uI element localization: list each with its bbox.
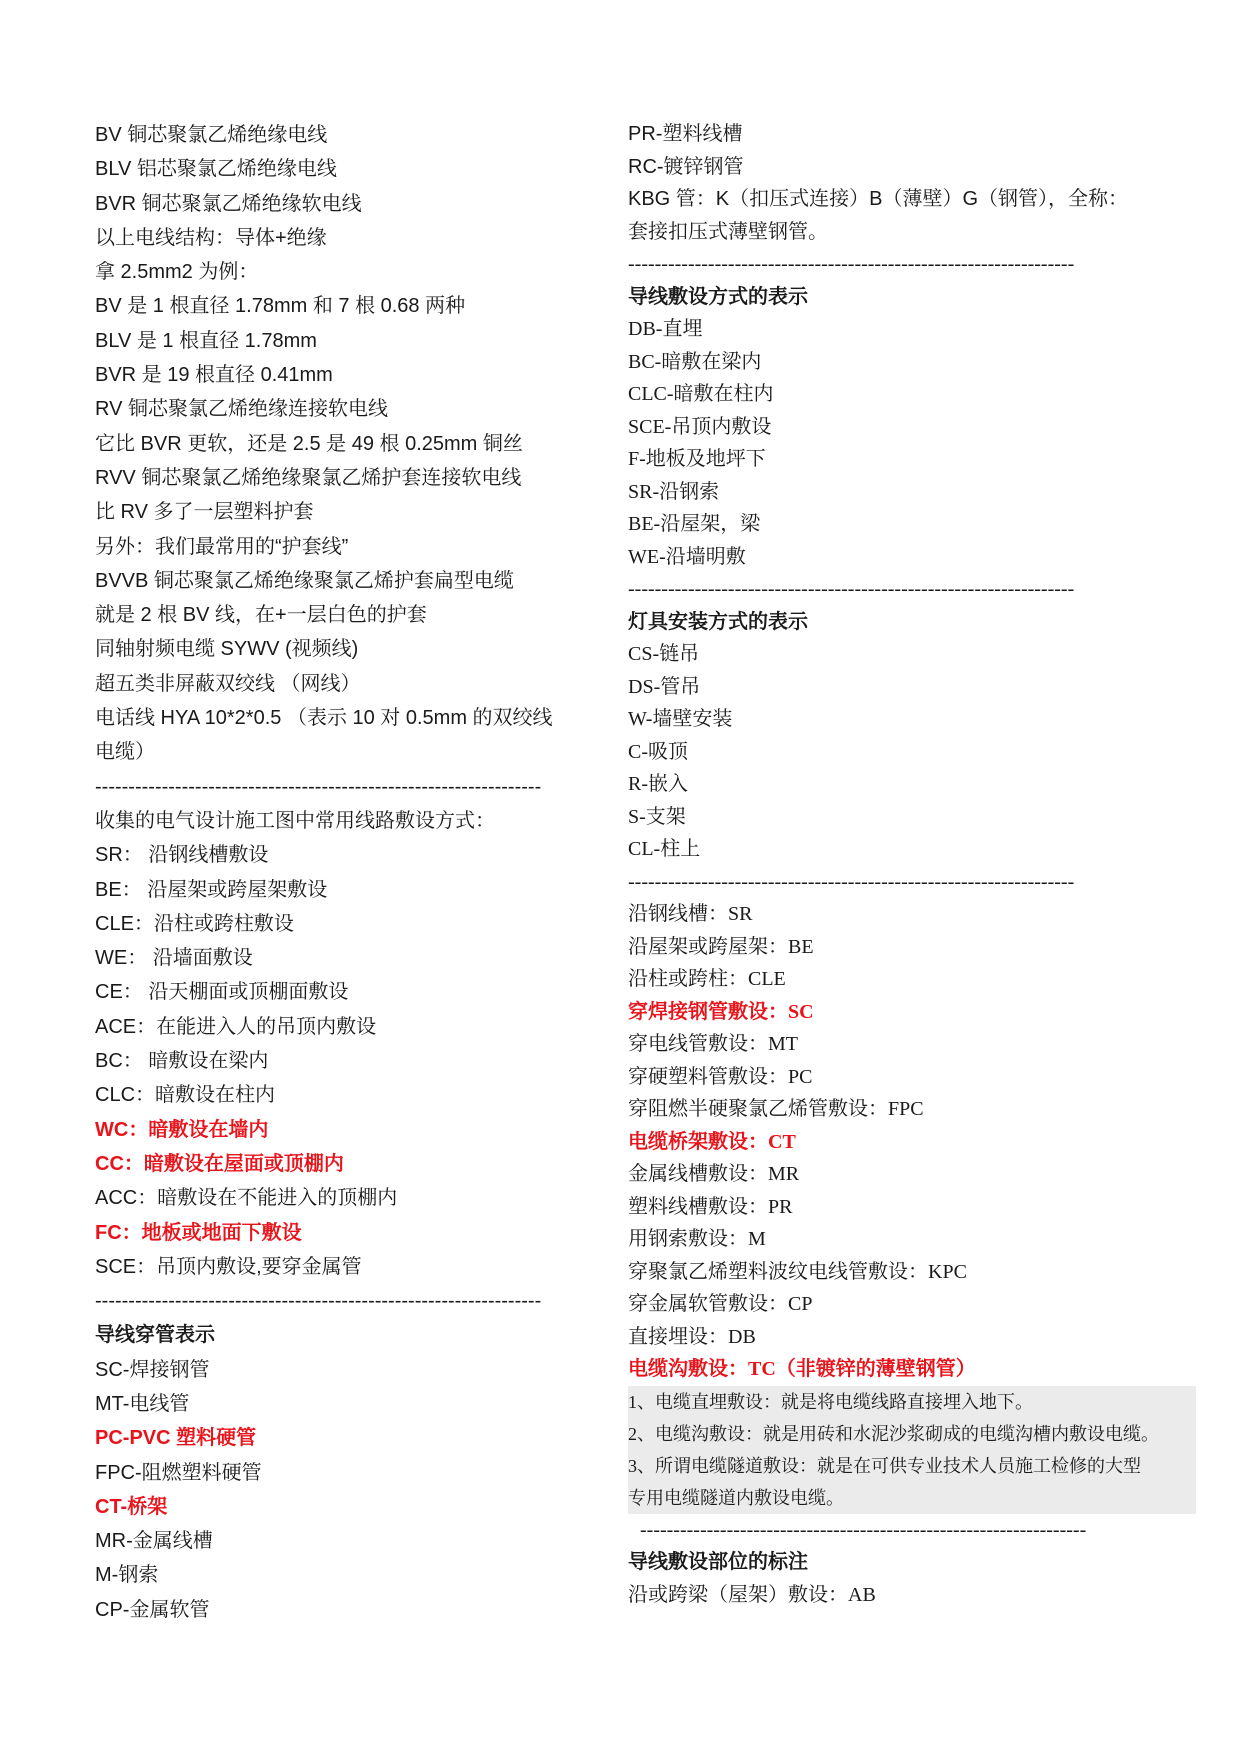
- text-line: 比 RV 多了一层塑料护套: [95, 501, 314, 524]
- section-heading: 导线敷设方式的表示: [628, 285, 808, 308]
- text-line: 它比 BVR 更软，还是 2.5 是 49 根 0.25mm 铜丝: [95, 432, 523, 455]
- text-line: 同轴射频电缆 SYWV (视频线): [95, 638, 359, 661]
- text-line: SR： 沿钢线槽敷设: [95, 844, 269, 867]
- text-line: 拿 2.5mm2 为例：: [95, 261, 259, 284]
- text-line: MR-金属线槽: [95, 1530, 213, 1553]
- separator-line: -------------------------------------------------------------------: [628, 253, 1075, 275]
- separator-line: -------------------------------------------------------------------: [640, 1518, 1087, 1541]
- text-line: KBG 管：K（扣压式连接）B（薄壁）G（钢管），全称：: [628, 188, 1129, 210]
- text-line: SC-焊接钢管: [95, 1358, 210, 1381]
- text-line: 穿聚氯乙烯塑料波纹电线管敷设：KPC: [628, 1260, 967, 1283]
- highlighted-line: 电缆桥架敷设：CT: [628, 1130, 796, 1153]
- section-heading: 导线敷设部位的标注: [628, 1551, 808, 1573]
- text-line: 穿金属软管敷设：CP: [628, 1293, 813, 1315]
- note-line: 2、电缆沟敷设：就是用砖和水泥沙浆砌成的电缆沟槽内敷设电缆。: [628, 1418, 1196, 1450]
- separator-line: -------------------------------------------------------------------: [95, 1290, 542, 1313]
- text-line: CP-金属软管: [95, 1598, 210, 1621]
- text-line: BC： 暗敷设在梁内: [95, 1050, 269, 1073]
- text-line: 塑料线槽敷设：PR: [628, 1195, 793, 1218]
- text-line: PR-塑料线槽: [628, 123, 743, 145]
- highlighted-line: 穿焊接钢管敷设：SC: [628, 1000, 814, 1023]
- text-line: 穿电线管敷设：MT: [628, 1033, 798, 1055]
- text-line: BE： 沿屋架或跨屋架敷设: [95, 878, 328, 901]
- highlighted-line: CT-桥架: [95, 1495, 168, 1518]
- text-line: WE： 沿墙面敷设: [95, 947, 253, 970]
- text-line: C-吸顶: [628, 740, 688, 763]
- text-line: BE-沿屋架，梁: [628, 513, 761, 535]
- text-line: 沿或跨梁（屋架）敷设：AB: [628, 1583, 876, 1606]
- text-line: 电缆）: [95, 741, 155, 764]
- text-line: 金属线槽敷设：MR: [628, 1163, 800, 1185]
- text-line: 套接扣压式薄壁钢管。: [628, 220, 828, 243]
- note-line: 专用电缆隧道内敷设电缆。: [628, 1482, 1196, 1514]
- text-line: 收集的电气设计施工图中常用线路敷设方式：: [95, 809, 495, 832]
- text-line: RC-镀锌钢管: [628, 155, 744, 178]
- text-line: CS-链吊: [628, 643, 700, 665]
- text-line: BC-暗敷在梁内: [628, 350, 762, 373]
- text-line: BV 是 1 根直径 1.78mm 和 7 根 0.68 两种: [95, 295, 466, 318]
- text-line: 用钢索敷设：M: [628, 1228, 766, 1250]
- text-line: RV 铜芯聚氯乙烯绝缘连接软电线: [95, 398, 388, 421]
- text-line: 穿硬塑料管敷设：PC: [628, 1065, 813, 1088]
- text-line: FPC-阻燃塑料硬管: [95, 1461, 262, 1484]
- text-line: 电话线 HYA 10*2*0.5 （表示 10 对 0.5mm 的双绞线: [95, 707, 553, 730]
- text-line: BVR 是 19 根直径 0.41mm: [95, 364, 333, 387]
- text-line: W-墙壁安装: [628, 708, 733, 730]
- text-line: ACE：在能进入人的吊顶内敷设: [95, 1015, 377, 1038]
- right-column: [628, 118, 1168, 1611]
- text-line: S-支架: [628, 805, 686, 828]
- text-line: SCE：吊顶内敷设,要穿金属管: [95, 1255, 362, 1278]
- text-line: R-嵌入: [628, 773, 688, 795]
- text-line: BV 铜芯聚氯乙烯绝缘电线: [95, 124, 328, 146]
- text-line: MT-电线管: [95, 1392, 190, 1415]
- text-line: 就是 2 根 BV 线，在+一层白色的护套: [95, 604, 427, 627]
- section-heading: 导线穿管表示: [95, 1324, 215, 1347]
- text-line: CL-柱上: [628, 838, 701, 860]
- text-line: BLV 铝芯聚氯乙烯绝缘电线: [95, 158, 337, 181]
- text-line: M-钢索: [95, 1564, 159, 1587]
- text-line: F-地板及地坪下: [628, 448, 766, 470]
- text-line: 以上电线结构：导体+绝缘: [95, 226, 327, 249]
- text-line: 沿钢线槽：SR: [628, 903, 753, 925]
- text-line: DB-直埋: [628, 318, 703, 340]
- separator-line: -------------------------------------------------------------------: [95, 775, 542, 798]
- text-line: RVV 铜芯聚氯乙烯绝缘聚氯乙烯护套连接软电线: [95, 466, 522, 489]
- text-line: 穿阻燃半硬聚氯乙烯管敷设：FPC: [628, 1098, 924, 1120]
- text-line: BLV 是 1 根直径 1.78mm: [95, 329, 317, 352]
- text-line: ACC：暗敷设在不能进入的顶棚内: [95, 1187, 398, 1210]
- highlighted-line: FC：地板或地面下敷设: [95, 1221, 302, 1244]
- highlighted-line: PC-PVC 塑料硬管: [95, 1427, 257, 1450]
- text-line: SCE-吊顶内敷设: [628, 415, 772, 438]
- text-line: 超五类非屏蔽双绞线 （网线）: [95, 672, 361, 695]
- text-line: 沿屋架或跨屋架：BE: [628, 935, 814, 958]
- left-column: [95, 118, 615, 1627]
- text-line: CLE：沿柱或跨柱敷设: [95, 912, 294, 935]
- separator-line: -------------------------------------------------------------------: [628, 578, 1075, 600]
- text-line: WE-沿墙明敷: [628, 545, 746, 568]
- highlighted-line: 电缆沟敷设：TC（非镀锌的薄壁钢管）: [628, 1358, 976, 1380]
- text-line: SR-沿钢索: [628, 480, 720, 503]
- text-line: BVR 铜芯聚氯乙烯绝缘软电线: [95, 192, 362, 215]
- text-line: 沿柱或跨柱：CLE: [628, 968, 786, 990]
- highlighted-line: CC：暗敷设在屋面或顶棚内: [95, 1152, 344, 1175]
- separator-line: -------------------------------------------------------------------: [628, 870, 1075, 893]
- highlighted-line: WC：暗敷设在墙内: [95, 1118, 269, 1141]
- text-line: 直接埋设：DB: [628, 1325, 756, 1348]
- text-line: CLC-暗敷在柱内: [628, 383, 774, 405]
- text-line: CLC：暗敷设在柱内: [95, 1084, 276, 1107]
- text-line: BVVB 铜芯聚氯乙烯绝缘聚氯乙烯护套扁型电缆: [95, 569, 514, 592]
- note-line: 1、电缆直埋敷设：就是将电缆线路直接埋入地下。: [628, 1386, 1196, 1418]
- note-line: 3、所谓电缆隧道敷设：就是在可供专业技术人员施工检修的大型: [628, 1450, 1196, 1482]
- text-line: DS-管吊: [628, 675, 701, 698]
- section-heading: 灯具安装方式的表示: [628, 610, 808, 633]
- text-line: 另外：我们最常用的“护套线”: [95, 535, 349, 558]
- text-line: CE： 沿天棚面或顶棚面敷设: [95, 981, 349, 1004]
